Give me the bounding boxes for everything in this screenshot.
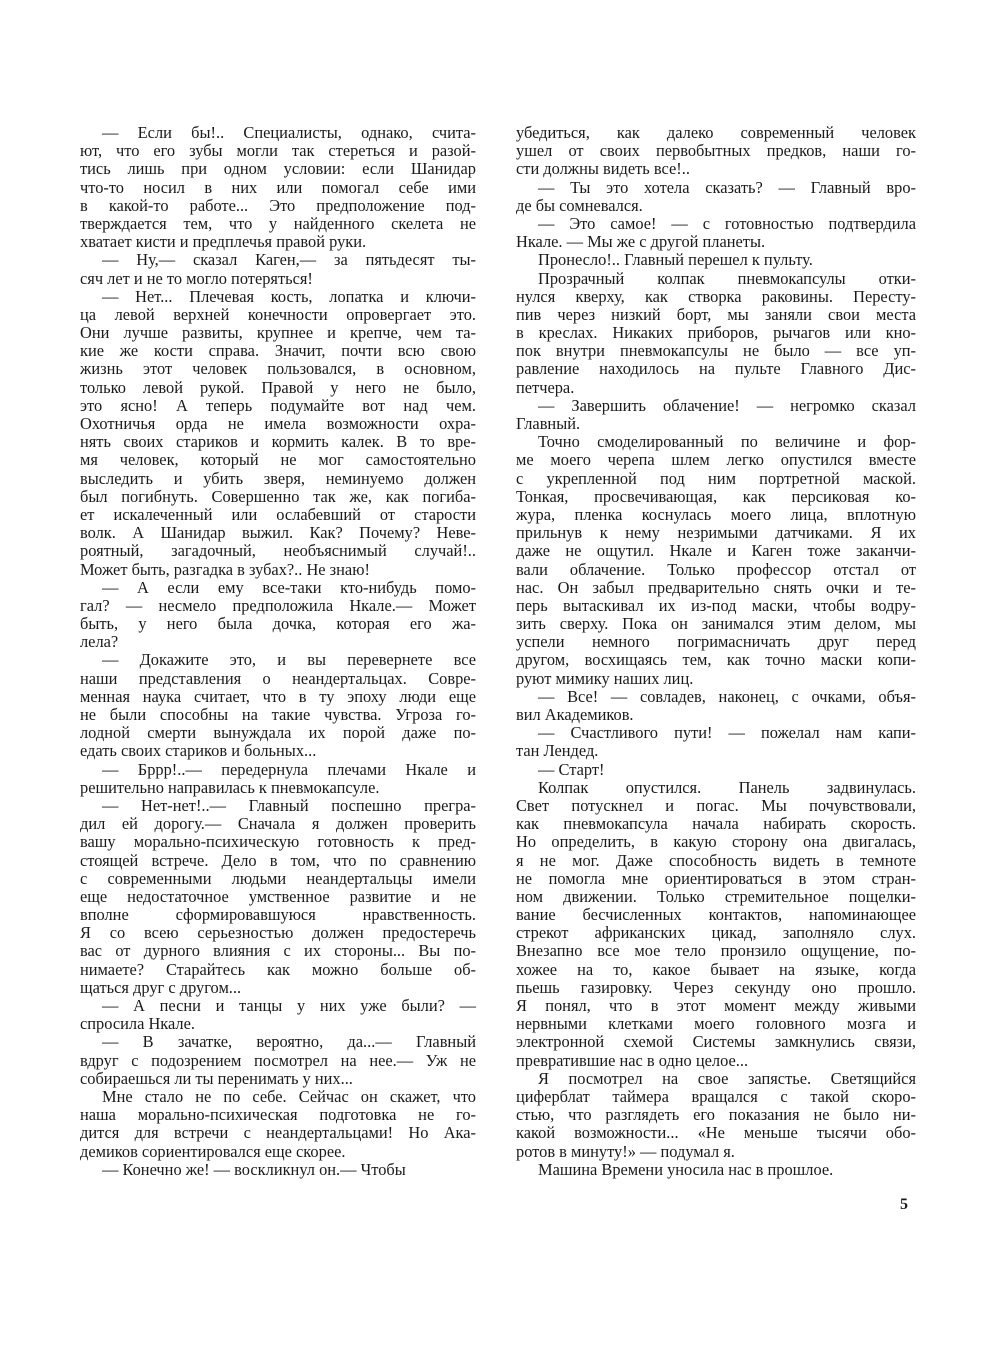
text-line: — Завершить облачение! — негромко сказал [538, 395, 916, 415]
text-line: — Конечно же! — воскликнул он.— Чтобы [102, 1159, 406, 1179]
text-line: не были способны на такие чувства. Угроза го- [80, 705, 476, 724]
text-line: Тонкая, просвечивающая, как персиковая ко- [516, 486, 916, 506]
text-line: дится для встречи с неандертальцами! Но Ака- [80, 1123, 476, 1143]
text-line: — Ну,— сказал Каген,— за пятьдесят ты- [102, 250, 476, 270]
text-line: хожее на то, какое бывает на языке, когда [516, 959, 916, 979]
paragraph [80, 124, 476, 251]
text-line: ушел от своих первобытных предков, наши го- [516, 141, 916, 161]
text-line: тан Лендед. [516, 741, 599, 761]
text-line: нять своих стариков и кормить калек. В то вре- [80, 432, 476, 452]
text-line: щаться друг с другом... [80, 977, 242, 997]
text-line: Я посмотрел на свое запястье. Светящийся [538, 1068, 916, 1088]
text-line: выследить и убить зверя, неминуемо должен [80, 468, 476, 488]
paragraph [516, 124, 916, 179]
text-line: — Нет... Плечевая кость, лопатка и ключи- [102, 286, 476, 306]
text-line: вашу морально-психическую готовность к пред- [80, 832, 476, 852]
text-line: Нкале. — Мы же с другой планеты. [516, 232, 766, 252]
text-line: тись лишь при одном условии: если Шанидар [80, 159, 476, 179]
paragraph [80, 1088, 476, 1161]
text-line: какой возможности... «Не меньше тысячи обо- [516, 1123, 916, 1143]
text-line: гал? — несмело предположила Нкале.— Может [80, 595, 476, 615]
text-line: что-то носил в них или помогал себе ими [80, 177, 476, 197]
text-line: Пронесло!.. Главный перешел к пульту. [538, 250, 813, 270]
text-line: тверждается тем, что у найденного скелета не [80, 213, 476, 233]
text-line: хватает кисти и предплечья правой руки. [80, 232, 367, 252]
paragraph [80, 761, 476, 797]
paragraph [516, 724, 916, 760]
text-line: как пневмокапсула начала набирать скорость. [516, 814, 916, 834]
text-line: еще недостаточное умственное развитие и не [80, 886, 476, 906]
text-line: нулся кверху, как створка раковины. Пересту- [516, 286, 916, 306]
text-line: пьешь газировку. Через секунду оно прошло. [516, 977, 916, 997]
text-line: Прозрачный колпак пневмокапсулы отки- [538, 268, 916, 288]
text-line: равление находилось на пульте Главного Дис- [516, 359, 916, 379]
text-line: пив через низкий борт, мы заняли свои места [516, 304, 916, 324]
text-line: петчера. [516, 377, 575, 397]
text-line: с современными людьми неандертальцы имели [80, 868, 476, 888]
text-line: пок внутри пневмокапсулы не было — все уп- [516, 341, 916, 361]
text-line: нервными клетками моего головного мозга и [516, 1014, 916, 1034]
text-line: ротов в минуту!» — подумал я. [516, 1141, 735, 1161]
text-line: я не мог. Даже способность видеть в темноте [516, 850, 916, 870]
text-line: убедиться, как далеко современный человек [516, 123, 916, 142]
text-line: — В зачатке, вероятно, да...— Главный [102, 1032, 476, 1052]
paragraph [516, 397, 916, 433]
text-line: — Если бы!.. Специалисты, однако, счита- [102, 123, 476, 142]
text-line: — Бррр!..— передернула плечами Нкале и [102, 759, 476, 779]
paragraph [80, 651, 476, 760]
text-line: вание бесчисленных контактов, напоминающее [516, 905, 916, 925]
text-line: вил Академиков. [516, 705, 634, 724]
text-line: перь вытаскивал их из-под маски, чтобы водру- [516, 595, 916, 615]
text-line: Свет потускнел и погас. Мы почувствовали, [516, 795, 916, 815]
text-line: Колпак опустился. Панель задвинулась. [538, 777, 916, 797]
text-line: ет искалеченный или ослабевший от старости [80, 504, 476, 524]
text-column-left [80, 124, 476, 1179]
text-line: Точно смоделированный по величине и фор- [538, 432, 916, 452]
text-line: лодной смерти вынуждала их порой даже по- [80, 723, 476, 743]
paragraph [516, 688, 916, 724]
text-line: лела? [80, 632, 119, 652]
paragraph [80, 1033, 476, 1088]
text-line: стоящей встрече. Дело в том, что по сравнению [80, 850, 476, 870]
text-line: Внезапно все мое тело пронзило ощущение, по- [516, 941, 916, 961]
paragraph [80, 579, 476, 652]
text-line: — Счастливого пути! — пожелал нам капи- [538, 723, 916, 743]
paragraph [516, 251, 916, 269]
text-line: Может быть, разгадка в зубах?.. Не знаю! [80, 559, 370, 579]
text-line: ца левой верхней конечности опровергает это. [80, 304, 476, 324]
text-line: стью, что разглядеть его показания не было ни- [516, 1105, 916, 1125]
text-line: ном движении. Только стремительное пощелки- [516, 886, 916, 906]
paragraph [516, 779, 916, 1070]
text-line: быть, у него была дочка, которая его жа- [80, 614, 476, 634]
text-line: вас от дурного влияния с их стороны... Вы по- [80, 941, 476, 961]
text-line: — А песни и танцы у них уже были? — [102, 996, 476, 1015]
text-line: — А если ему все-таки кто-нибудь помо- [102, 577, 476, 597]
text-line: нас. Он забыл предварительно снять очки и те- [516, 577, 916, 597]
text-line: другом, восхищаясь тем, как точно маски копи- [516, 650, 916, 670]
text-line: вдруг с подозрением посмотрел на нее.— Уж не [80, 1050, 476, 1070]
text-line: Главный. [516, 414, 581, 433]
text-line: демиков сориентировался еще скорее. [80, 1141, 346, 1161]
text-line: руют мимику наших лиц. [516, 668, 694, 688]
text-line: был погибнуть. Совершенно так же, как погиба- [80, 486, 476, 506]
text-line: — Все! — совладев, наконец, с очками, объя- [538, 686, 916, 706]
text-line: только левой рукой. Правой у него не было, [80, 377, 476, 397]
text-line: жура, пленка коснулась моего лица, вплотную [516, 504, 916, 524]
text-line: Но определить, в какую сторону она двигалась, [516, 832, 916, 852]
paragraph [516, 179, 916, 215]
text-line: сяч лет и не то могло потеряться! [80, 268, 313, 288]
text-line: сти должны видеть все!.. [516, 159, 690, 179]
paragraph [80, 251, 476, 287]
text-line: Они лучше развиты, крупнее и крепче, чем та- [80, 323, 476, 343]
text-line: — Нет-нет!..— Главный поспешно прегра- [102, 795, 476, 815]
text-line: не помогла мне ориентироваться в этом стран- [516, 868, 916, 888]
text-line: зить сверху. Пока он занимался этим делом, мы [516, 614, 916, 634]
text-line: с укрепленной под ним портретной маской. [516, 468, 916, 488]
text-line: это ясно! А теперь подумайте вот над чем. [80, 395, 476, 415]
text-line: — Старт! [538, 759, 605, 779]
text-line: роятный, загадочный, необъяснимый случай!.. [80, 541, 476, 561]
text-line: спросила Нкале. [80, 1014, 195, 1034]
text-column-right [516, 124, 916, 1179]
text-line: жизнь этот человек пользовался, в основном, [80, 359, 476, 379]
text-line: электронной схемой Системы замкнулись связи, [516, 1032, 916, 1052]
text-line: Я понял, что в этот момент между живыми [516, 996, 916, 1015]
paragraph [516, 215, 916, 251]
text-line: мя человек, который не мог самостоятельно [80, 450, 476, 470]
text-line: — Ты это хотела сказать? — Главный вро- [538, 177, 916, 197]
text-line: Мне стало не по себе. Сейчас он скажет, что [102, 1086, 476, 1106]
text-line: — Докажите это, и вы перевернете все [102, 650, 476, 670]
paragraph [516, 433, 916, 688]
text-line: наши представления о неандертальцах. Совре- [80, 668, 476, 688]
paragraph [516, 761, 916, 779]
text-line: собираешься ли ты перенимать у них... [80, 1068, 353, 1088]
paragraph [80, 797, 476, 997]
text-line: решительно направилась к пневмокапсуле. [80, 777, 380, 797]
text-line: менная наука считает, что в ту эпоху люди еще [80, 686, 476, 706]
text-line: превратившие нас в одно целое... [516, 1050, 749, 1070]
text-line: вполне сформировавшуюся нравственность. [80, 905, 476, 925]
text-line: волк. А Шанидар выжил. Как? Почему? Неве- [80, 523, 476, 543]
text-line: кие же кости справа. Значит, почти всю свою [80, 341, 476, 361]
paragraph [80, 1161, 476, 1179]
paragraph [80, 997, 476, 1033]
text-line: — Это самое! — с готовностью подтвердила [538, 213, 916, 233]
paragraph [516, 270, 916, 397]
text-line: ме моего черепа шлем легко опустился вместе [516, 450, 916, 470]
paragraph [80, 288, 476, 579]
text-line: вали облачение. Только профессор отстал от [516, 559, 916, 579]
text-line: в какой-то работе... Это предположение под- [80, 195, 476, 215]
text-line: Я со всею серьезностью должен предостеречь [80, 923, 476, 943]
text-line: дил ей дорогу.— Сначала я должен проверить [80, 814, 476, 834]
text-line: ют, что его зубы могли так стереться и разой- [80, 141, 476, 161]
paragraph [516, 1070, 916, 1161]
text-line: стрекот африканских цикад, заполняло слух. [516, 923, 916, 943]
text-line: даже не ощутил. Нкале и Каген тоже заканчи- [516, 541, 916, 561]
text-line: прильнув к нему незримыми датчиками. Я их [516, 523, 916, 543]
text-line: в креслах. Никаких приборов, рычагов или кно- [516, 323, 916, 343]
paragraph [516, 1161, 916, 1179]
text-line: нимаете? Старайтесь как можно больше об- [80, 959, 476, 979]
text-line: де бы сомневался. [516, 195, 643, 215]
text-line: наша морально-психическая подготовка не го- [80, 1105, 476, 1125]
text-line: циферблат таймера вращался с такой скоро- [516, 1086, 916, 1106]
page-number: 5 [900, 1196, 908, 1213]
text-line: Охотничья орда не имела возможности охра- [80, 414, 476, 433]
text-line: Машина Времени уносила нас в прошлое. [538, 1159, 834, 1179]
text-line: успели немного погримасничать друг перед [516, 632, 916, 652]
text-line: едать своих стариков и больных... [80, 741, 317, 761]
